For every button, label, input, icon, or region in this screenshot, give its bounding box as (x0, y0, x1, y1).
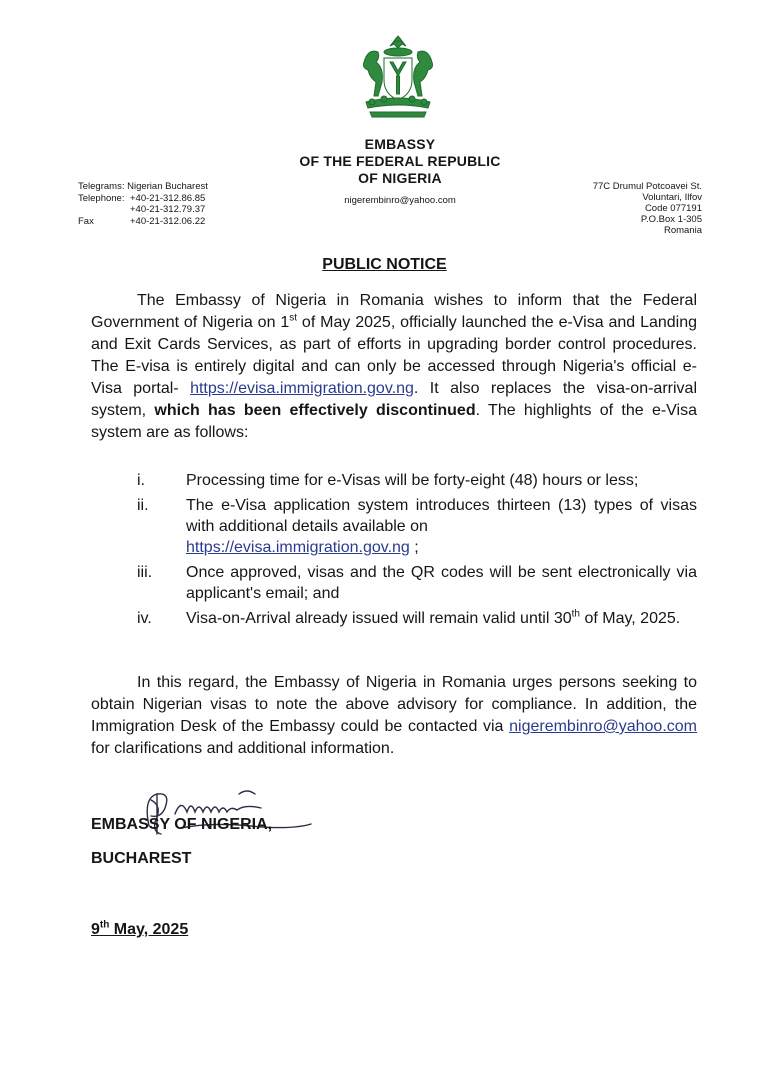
date-day: 9 (91, 921, 100, 938)
intro-paragraph (91, 290, 697, 444)
list-item-after: ; (409, 539, 419, 556)
signatory-city: BUCHAREST (91, 850, 192, 867)
list-item (137, 470, 697, 491)
date-sup: th (99, 919, 110, 931)
address-line1: 77C Drumul Potcoavei St. (592, 181, 702, 192)
closing-text-2: for clarifications and additional information. (91, 740, 395, 757)
address-line4: P.O.Box 1-305 (640, 214, 702, 225)
address-line5: Romania (663, 225, 702, 236)
telephone-2: +40-21-312.79.37 (130, 204, 206, 215)
list-item-text-block (186, 608, 697, 629)
list-item-text: Visa-on-Arrival already issued will remain valid until 30 (186, 610, 572, 627)
list-item-after: of May, 2025. (580, 610, 681, 627)
list-item-number: iv. (137, 610, 152, 627)
list-item-number: ii. (137, 497, 149, 514)
header-email: nigerembinro@yahoo.com (344, 195, 456, 206)
intro-bold-text: which has been effectively discontinued (154, 402, 476, 419)
contact-block (78, 181, 248, 227)
address-line3: Code 077191 (644, 203, 702, 214)
embassy-title-line3: OF NIGERIA (358, 170, 442, 186)
intro-sup: st (289, 312, 298, 324)
list-item-number: iii. (137, 564, 153, 581)
list-item-text: Once approved, visas and the QR codes will be sent electronically via applicant's email; and (186, 564, 697, 602)
telegrams-line: Telegrams: Nigerian Bucharest (78, 181, 208, 192)
closing-paragraph (91, 672, 697, 760)
list-item-text: Processing time for e-Visas will be forty-eight (48) hours or less; (186, 472, 639, 489)
highlights-list (137, 470, 697, 633)
address-block (560, 181, 702, 236)
telephone-1: +40-21-312.86.85 (130, 192, 206, 204)
evisa-link[interactable]: https://evisa.immigration.gov.ng (186, 539, 410, 556)
signatory-name: EMBASSY OF NIGERIA, (91, 816, 273, 833)
fax-number: +40-21-312.06.22 (130, 215, 206, 227)
coat-of-arms-icon (350, 32, 446, 120)
fax-label: Fax (78, 215, 94, 227)
list-item-sup: th (571, 608, 580, 620)
embassy-title-line1: EMBASSY (364, 136, 436, 152)
telephone-label: Telephone: (78, 192, 125, 204)
evisa-portal-link[interactable]: https://evisa.immigration.gov.ng (190, 380, 414, 397)
embassy-title-line2: OF THE FEDERAL REPUBLIC (299, 153, 501, 169)
list-item-text-block (186, 495, 697, 558)
embassy-title (270, 136, 530, 187)
intro-text-1: The Embassy of Nigeria in Romania wishes to inform that the Federal Government of Nigeria on 1 (91, 292, 697, 331)
notice-title: PUBLIC NOTICE (322, 256, 447, 273)
embassy-email-link[interactable]: nigerembinro@yahoo.com (509, 718, 697, 735)
intro-text-2: of May 2025, officially launched the e-Visa and Landing and Exit Cards Services, as part of efforts in upgrading border control procedures. The E-visa is entirely digital and can only be accessed through Nigeria's official e-Visa portal- (91, 314, 698, 397)
date-rest: May, 2025 (109, 921, 189, 938)
list-item-text: The e-Visa application system introduces thirteen (13) types of visas with additional details available on (186, 497, 697, 535)
address-line2: Voluntari, Ilfov (642, 192, 702, 203)
list-item (137, 608, 697, 629)
closing-text-1: In this regard, the Embassy of Nigeria in Romania urges persons seeking to obtain Nigerian visas to note the above advisory for compliance. In addition, the Immigration Desk of the Embassy could be contacted via (91, 674, 697, 735)
notice-date (91, 921, 188, 939)
intro-text-3: . It also replaces the visa-on-arrival system, (91, 380, 697, 419)
list-item-number: i. (137, 472, 145, 489)
list-item (137, 495, 697, 558)
intro-text-4: . The highlights of the e-Visa system are as follows: (91, 402, 698, 441)
list-item (137, 562, 697, 604)
